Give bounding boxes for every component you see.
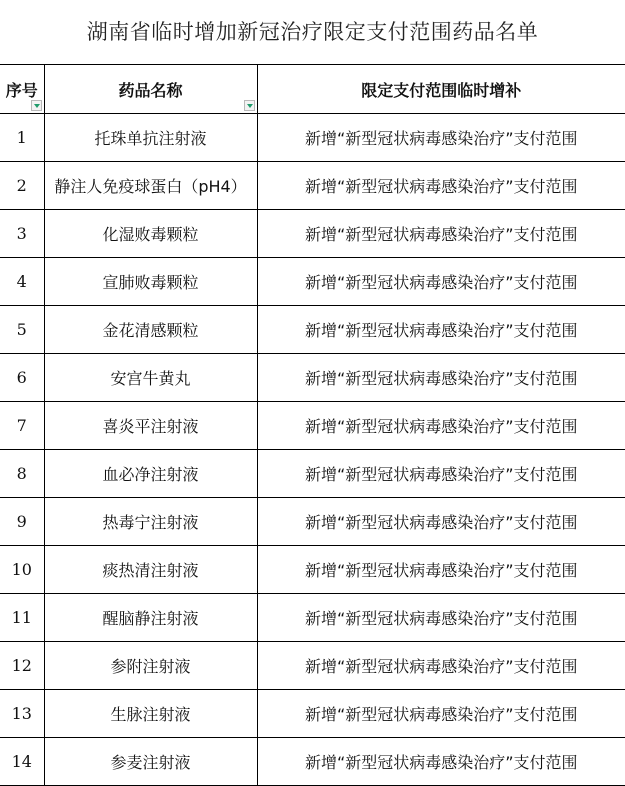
- filter-dropdown-icon[interactable]: [31, 100, 42, 111]
- drug-name-cell[interactable]: 宣肺败毒颗粒: [44, 258, 257, 306]
- table-row: [0, 354, 625, 402]
- table-row: [0, 642, 625, 690]
- table-row: [0, 402, 625, 450]
- table-row: [0, 594, 625, 642]
- table-row: [0, 258, 625, 306]
- drug-name-cell[interactable]: 托珠单抗注射液: [44, 114, 257, 162]
- payment-scope-cell[interactable]: 新增“新型冠状病毒感染治疗”支付范围: [257, 210, 625, 258]
- header-cell-no: [0, 65, 44, 114]
- drug-name-cell[interactable]: 参麦注射液: [44, 738, 257, 786]
- row-number-cell[interactable]: 6: [0, 354, 44, 402]
- table-row: [0, 498, 625, 546]
- table-row: [0, 546, 625, 594]
- payment-scope-cell[interactable]: 新增“新型冠状病毒感染治疗”支付范围: [257, 690, 625, 738]
- drug-name-cell[interactable]: 金花清感颗粒: [44, 306, 257, 354]
- sheet-title: 湖南省临时增加新冠治疗限定支付范围药品名单: [86, 20, 539, 44]
- payment-scope-cell[interactable]: 新增“新型冠状病毒感染治疗”支付范围: [257, 450, 625, 498]
- drug-list-table: [0, 64, 625, 786]
- row-number-cell[interactable]: 3: [0, 210, 44, 258]
- drug-name-cell[interactable]: 安宫牛黄丸: [44, 354, 257, 402]
- drug-name-cell[interactable]: 参附注射液: [44, 642, 257, 690]
- row-number-cell[interactable]: 5: [0, 306, 44, 354]
- row-number-cell[interactable]: 9: [0, 498, 44, 546]
- row-number-cell[interactable]: 12: [0, 642, 44, 690]
- payment-scope-cell[interactable]: 新增“新型冠状病毒感染治疗”支付范围: [257, 546, 625, 594]
- row-number-cell[interactable]: 11: [0, 594, 44, 642]
- row-number-cell[interactable]: 13: [0, 690, 44, 738]
- row-number-cell[interactable]: 10: [0, 546, 44, 594]
- payment-scope-cell[interactable]: 新增“新型冠状病毒感染治疗”支付范围: [257, 402, 625, 450]
- table-row: [0, 306, 625, 354]
- header-label-scope: 限定支付范围临时增补: [361, 80, 522, 100]
- header-row: [0, 65, 625, 114]
- drug-name-cell[interactable]: 热毒宁注射液: [44, 498, 257, 546]
- row-number-cell[interactable]: 8: [0, 450, 44, 498]
- drug-name-cell[interactable]: 痰热清注射液: [44, 546, 257, 594]
- payment-scope-cell[interactable]: 新增“新型冠状病毒感染治疗”支付范围: [257, 258, 625, 306]
- drug-name-cell[interactable]: 醒脑静注射液: [44, 594, 257, 642]
- table-row: [0, 690, 625, 738]
- row-number-cell[interactable]: 7: [0, 402, 44, 450]
- table-row: [0, 210, 625, 258]
- drug-name-cell[interactable]: 化湿败毒颗粒: [44, 210, 257, 258]
- drug-name-cell[interactable]: 静注人免疫球蛋白（pH4）: [44, 162, 257, 210]
- payment-scope-cell[interactable]: 新增“新型冠状病毒感染治疗”支付范围: [257, 162, 625, 210]
- filter-dropdown-icon[interactable]: [244, 100, 255, 111]
- drug-name-cell[interactable]: 生脉注射液: [44, 690, 257, 738]
- payment-scope-cell[interactable]: 新增“新型冠状病毒感染治疗”支付范围: [257, 498, 625, 546]
- payment-scope-cell[interactable]: 新增“新型冠状病毒感染治疗”支付范围: [257, 114, 625, 162]
- payment-scope-cell[interactable]: 新增“新型冠状病毒感染治疗”支付范围: [257, 738, 625, 786]
- table-row: [0, 162, 625, 210]
- row-number-cell[interactable]: 4: [0, 258, 44, 306]
- row-number-cell[interactable]: 2: [0, 162, 44, 210]
- payment-scope-cell[interactable]: 新增“新型冠状病毒感染治疗”支付范围: [257, 594, 625, 642]
- drug-name-cell[interactable]: 血必净注射液: [44, 450, 257, 498]
- row-number-cell[interactable]: 1: [0, 114, 44, 162]
- table-row: [0, 450, 625, 498]
- header-cell-name: [44, 65, 257, 114]
- table-row: [0, 114, 625, 162]
- row-number-cell[interactable]: 14: [0, 738, 44, 786]
- payment-scope-cell[interactable]: 新增“新型冠状病毒感染治疗”支付范围: [257, 354, 625, 402]
- header-label-no: 序号: [5, 80, 38, 100]
- payment-scope-cell[interactable]: 新增“新型冠状病毒感染治疗”支付范围: [257, 642, 625, 690]
- header-cell-scope: [257, 65, 625, 114]
- table-row: [0, 738, 625, 786]
- header-label-name: 药品名称: [118, 80, 183, 100]
- drug-name-cell[interactable]: 喜炎平注射液: [44, 402, 257, 450]
- payment-scope-cell[interactable]: 新增“新型冠状病毒感染治疗”支付范围: [257, 306, 625, 354]
